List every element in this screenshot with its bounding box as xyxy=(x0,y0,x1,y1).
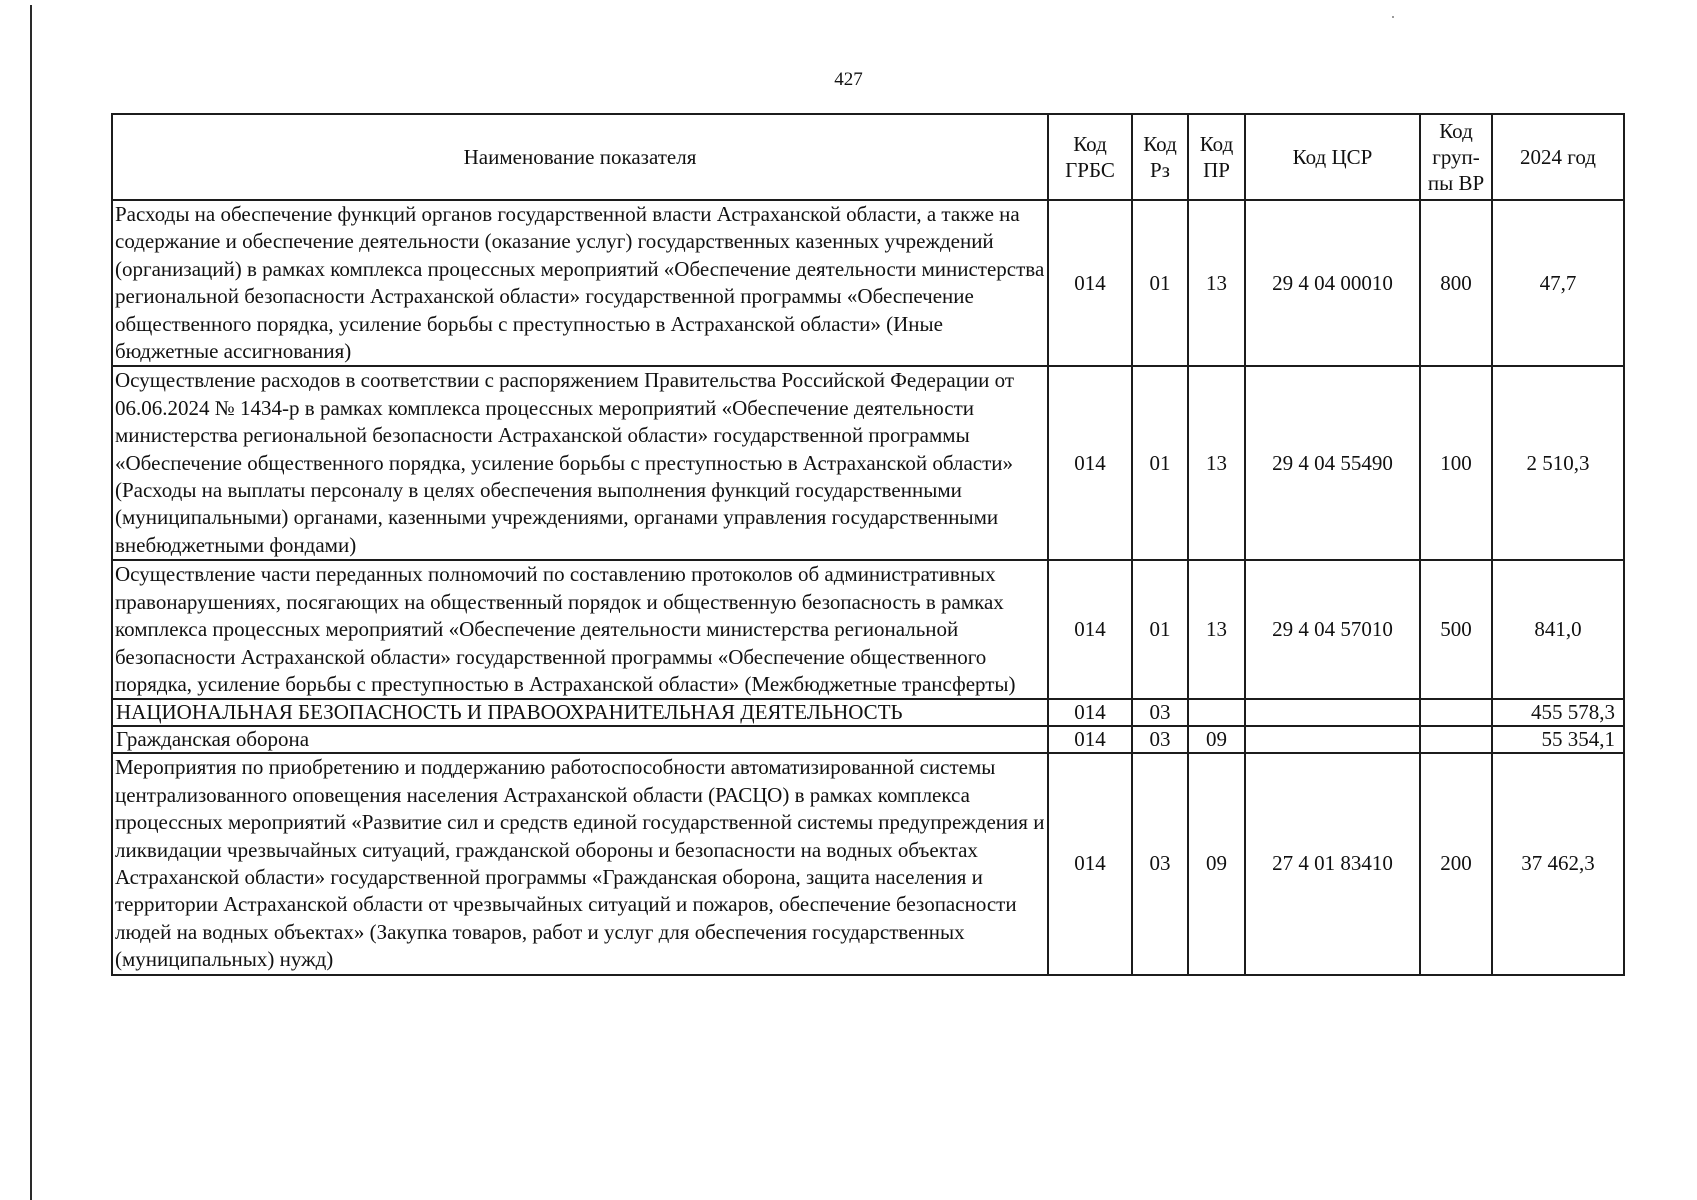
row-amount: 455 578,3 xyxy=(1492,699,1624,726)
row-name: Мероприятия по приобретению и поддержанию работоспособности автоматизированной системы централизованного оповещения населения Астраханской области (РАСЦО) в рамках комплекса процессных мероприятий «Развитие сил и средств единой государственной системы предупреждения и ликвидации чрезвычайных ситуаций, гражданской обороны и безопасности на водных объектах Астраханской области» государственной программы «Гражданская оборона, защита населения и территории Астраханской области от чрезвычайных ситуаций и пожаров, обеспечение безопасности людей на водных объектах» (Закупка товаров, работ и услуг для обеспечения государственных (муниципальных) нужд) xyxy=(112,753,1048,974)
page-number: 427 xyxy=(834,69,863,90)
row-name: НАЦИОНАЛЬНАЯ БЕЗОПАСНОСТЬ И ПРАВООХРАНИТЕЛЬНАЯ ДЕЯТЕЛЬНОСТЬ xyxy=(112,699,1048,726)
header-grbs: Код ГРБС xyxy=(1048,114,1132,200)
row-pr: 13 xyxy=(1188,366,1245,560)
row-name: Осуществление расходов в соответствии с распоряжением Правительства Российской Федерации от 06.06.2024 № 1434-р в рамках комплекса процессных мероприятий «Обеспечение деятельности министерства региональной безопасности Астраханской области» государственной программы «Обеспечение общественного порядка, усиление борьбы с преступностью в Астраханской области» (Расходы на выплаты персоналу в целях обеспечения выполнения функций государственными (муниципальными) органами, казенными учреждениями, органами управления государственными внебюджетными фондами) xyxy=(112,366,1048,560)
header-year: 2024 год xyxy=(1492,114,1624,200)
row-amount: 47,7 xyxy=(1492,200,1624,366)
row-vr: 800 xyxy=(1420,200,1492,366)
header-csr: Код ЦСР xyxy=(1245,114,1420,200)
row-grbs: 014 xyxy=(1048,366,1132,560)
row-amount: 841,0 xyxy=(1492,560,1624,699)
header-pr: Код ПР xyxy=(1188,114,1245,200)
row-pr xyxy=(1188,699,1245,726)
row-csr: 29 4 04 00010 xyxy=(1245,200,1420,366)
table-row xyxy=(112,753,1624,974)
row-pr: 09 xyxy=(1188,726,1245,753)
row-name: Осуществление части переданных полномочий по составлению протоколов об административных правонарушениях, посягающих на общественный порядок и общественную безопасность в рамках комплекса процессных мероприятий «Обеспечение деятельности министерства региональной безопасности Астраханской области» государственной программы «Обеспечение общественного порядка, усиление борьбы с преступностью в Астраханской области» (Межбюджетные трансферты) xyxy=(112,560,1048,699)
row-csr: 27 4 01 83410 xyxy=(1245,753,1420,974)
row-grbs: 014 xyxy=(1048,200,1132,366)
row-pr: 13 xyxy=(1188,200,1245,366)
row-pr: 13 xyxy=(1188,560,1245,699)
table-row-subsection-total xyxy=(112,726,1624,753)
header-rz: Код Рз xyxy=(1132,114,1188,200)
budget-table xyxy=(111,113,1625,976)
row-pr: 09 xyxy=(1188,753,1245,974)
row-name: Гражданская оборона xyxy=(112,726,1048,753)
row-grbs: 014 xyxy=(1048,560,1132,699)
row-vr: 500 xyxy=(1420,560,1492,699)
row-grbs: 014 xyxy=(1048,726,1132,753)
row-rz: 01 xyxy=(1132,560,1188,699)
row-vr: 200 xyxy=(1420,753,1492,974)
row-rz: 03 xyxy=(1132,699,1188,726)
row-rz: 01 xyxy=(1132,366,1188,560)
table-row-section-total xyxy=(112,699,1624,726)
row-rz: 03 xyxy=(1132,726,1188,753)
row-grbs: 014 xyxy=(1048,699,1132,726)
header-vr: Код груп- пы ВР xyxy=(1420,114,1492,200)
row-amount: 55 354,1 xyxy=(1492,726,1624,753)
row-rz: 03 xyxy=(1132,753,1188,974)
row-vr xyxy=(1420,699,1492,726)
row-vr: 100 xyxy=(1420,366,1492,560)
row-csr xyxy=(1245,726,1420,753)
table-row xyxy=(112,200,1624,366)
row-vr xyxy=(1420,726,1492,753)
table-row xyxy=(112,366,1624,560)
row-amount: 37 462,3 xyxy=(1492,753,1624,974)
row-rz: 01 xyxy=(1132,200,1188,366)
row-csr: 29 4 04 55490 xyxy=(1245,366,1420,560)
row-name: Расходы на обеспечение функций органов государственной власти Астраханской области, а также на содержание и обеспечение деятельности (оказание услуг) государственных казенных учреждений (организаций) в рамках комплекса процессных мероприятий «Обеспечение деятельности министерства региональной безопасности Астраханской области» государственной программы «Обеспечение общественного порядка, усиление борьбы с преступностью в Астраханской области» (Иные бюджетные ассигнования) xyxy=(112,200,1048,366)
row-csr xyxy=(1245,699,1420,726)
binding-edge-line xyxy=(30,5,32,1200)
row-csr: 29 4 04 57010 xyxy=(1245,560,1420,699)
scan-speck xyxy=(1392,16,1394,18)
table-row xyxy=(112,560,1624,699)
table-header-row xyxy=(112,114,1624,200)
row-grbs: 014 xyxy=(1048,753,1132,974)
row-amount: 2 510,3 xyxy=(1492,366,1624,560)
header-name: Наименование показателя xyxy=(112,114,1048,200)
